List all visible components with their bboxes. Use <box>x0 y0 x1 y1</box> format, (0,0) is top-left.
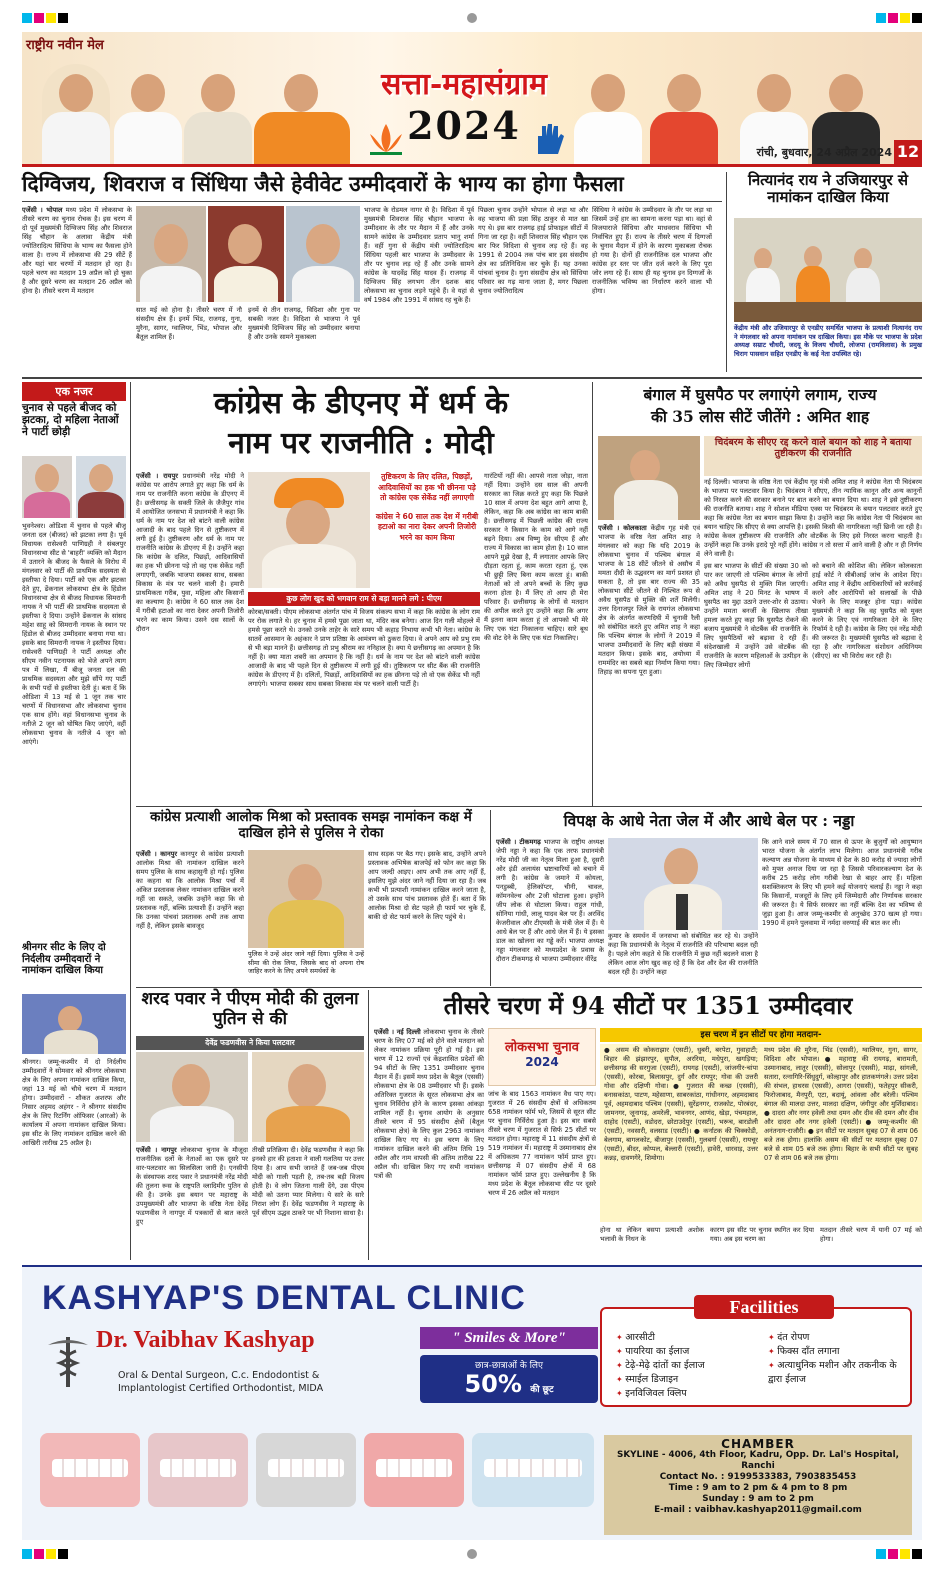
facility-item: ✦ दंत रोपण <box>768 1331 908 1345</box>
divider <box>136 806 922 807</box>
facility-item: ✦ इनविजिवल क्लिप <box>616 1387 705 1401</box>
pawar-headline: शरद पवार ने पीएम मोदी की तुलना पुतिन से की <box>141 989 359 1029</box>
leader-photo <box>184 64 252 164</box>
shah-subhead-box <box>704 436 922 476</box>
facility-item: ✦ फिक्स दाँत लगाना <box>768 1345 908 1359</box>
facility-item: ✦ पायरिया का ईलाज <box>616 1345 705 1359</box>
lead-column: सात मई को होना है। तीसरे चरण में नौ संसदीय क्षेत्र हैं। इनमें भिंड, राजगढ़, गुना, मुरैना, सागर, ग्वालियर, भिंड, भोपाल और बैतूल शामिल हैं। <box>136 306 242 341</box>
teeth-photo <box>364 1433 464 1507</box>
ek-nazar-label: एक नजर <box>22 382 126 401</box>
divider <box>490 810 491 986</box>
nityanand-caption: केंद्रीय मंत्री और उजियारपुर से एनडीए समर्थित भाजपा के प्रत्याशी नित्यानंद राय ने मंगलवार को अपना नामांकन पत्र दाखिल किया। इस मौके पर भाजपा के प्रदेश अध्यक्ष सम्राट चौधरी, जदयू के विजय चौधरी, लोजपा (रामविलास) के प्रमुख चिराग पासवान सहित एनडीए के कई नेता उपस्थित रहे। <box>734 324 922 358</box>
lead-headline: दिग्विजय, शिवराज व सिंधिया जैसे हेवीवेट उम्मीदवारों के भाग्य का होगा फैसला <box>22 171 624 196</box>
phase3-headline: तीसरे चरण में 94 सीटों पर 1351 उम्मीदवार <box>443 991 853 1020</box>
dateline: रांची, बुधवार, 24 अप्रैल 2024 <box>756 146 892 159</box>
leader-photo <box>22 456 72 518</box>
srinagar-story: श्रीनगर। जम्मू-कश्मीर में दो निर्दलीय उम्मीदवारों ने सोमवार को श्रीनगर लोकसभा क्षेत्र के लिए अपना नामांकन दाखिल किया, जहां 13 मई को चौथे चरण में मतदान होगा। उम्मीदवारों - शौकत अशरफ और निसार अहमद अहंगर - ने श्रीनगर संसदीय क्षेत्र के लिए रिटर्निंग ऑफिसर (आरओ) के कार्यालय में अपना नामांकन दाखिल किया। इस सीट के लिए नामांकन दाखिल करने की आखिरी तारीख 25 अप्रैल है। <box>22 1058 126 1147</box>
facilities-title: Facilities <box>694 1295 834 1319</box>
discount-offer: छात्र-छात्राओं के लिए 50% की छूट <box>420 1355 598 1403</box>
nomination-photo <box>734 218 922 322</box>
leader-photo <box>76 456 126 518</box>
nadda-column: एजेंसी । टीकमगढ़ भाजपा के राष्ट्रीय अध्यक्ष जेपी नड्डा ने कहा कि एक तरफ प्रधानमंत्री नरेंद्र मोदी जी का नेतृत्व मिला हुआ है, दूसरी ओर इंडी अलायंस भ्रष्टाचारियों को बचाने में लगी है। कांग्रेस के जमाने में कोयला, पनडुब्बी, हेलिकॉप्टर, चीनी, चावल, कॉमनवेल्थ और 2जी घोटाला हुआ। इन्होंने जीप लोक से घोटाला किया। राहुल गांधी, सोनिया गांधी, लालू यादव बेल पर हैं। अरविंद केजरीवाल और टीएमसी के मंत्री जेल में हैं। ये आधे बेल पर हैं और आधे जेल में हैं। ये इसका डाल का खोलना का गड्ढे करें। भाजपा अध्यक्ष नड्डा मंगलवार को मध्यप्रदेश के प्रवास के दौरान टीकमगढ़ से भाजपा उम्मीदवार वीरेंद्र <box>496 838 604 963</box>
print-color-strip-bottom <box>22 1548 922 1560</box>
clinic-name: KASHYAP'S DENTAL CLINIC <box>42 1279 526 1317</box>
pawar-column: एजेंसी । नागपुर लोकसभा चुनाव के मौजूदा राजनीतिक दलों के नेताओं का एक दूसरे पर वार-पलटवार का सिलसिला जारी है। एनसीपी के संस्थापक शरद पवार ने प्रधानमंत्री नरेंद्र मोदी की तुलना रूस के राष्ट्रपति व्लादिमीर पुतिन से की है। उनके इस बयान पर महाराष्ट्र के उपमुख्यमंत्री और भाजपा के वरिष्ठ नेता देवेंद्र फडणवीस ने नागपुर में पत्रकारों से बात करते हुए <box>136 1146 248 1226</box>
alok-headline: कांग्रेस प्रत्याशी आलोक मिश्रा को प्रस्तावक समझ नामांकन कक्ष में दाखिल होने से पुलिस ने रोका <box>150 809 472 841</box>
chamber-info: CHAMBER SKYLINE - 4006, 4th Floor, Kadru, Opp. Dr. Lal's Hospital, Ranchi Contact No. : 9199533383, 7903835453 Time : 9 am to 2 pm & 4 pm to 8 pm Sunday : 9 am to 2 pm E-mail : vaibhav.kashyap2011@gmail.com <box>604 1435 912 1535</box>
nadda-column: कुमार के समर्थन में जनसभा को संबोधित कर रहे थे। उन्होंने कहा कि प्रधानमंत्री के नेतृत्व में राजनीति की परिभाषा बदल रही है। पहले लोग कहते थे कि राजनीति में कुछ नहीं बदलने वाला है लेकिन आज लोग खुद कह रहे हैं कि देश और देश की राजनीति बदल रही है। उन्होंने कहा <box>608 932 758 976</box>
chidambaram-story: नई दिल्ली। भाजपा के वरिष्ठ नेता एवं केंद्रीय गृह मंत्री अमित शाह ने कांग्रेस नेता पी चिदंबरम के भाजपा पर पलटवार किया है। चिदंबरम ने सीएए, तीन न्यायिक कानून और अन्य कानूनों को निरस्त करने की सरकार बनाने पर बात करने का बयान दिया था। शाह ने इसे तुष्टीकरण की राजनीति बताया। शाह ने सोशल मीडिया एक्स पर चिदंबरम के बयान पलटवार करते हुए कहा कि कांग्रेस नेता का बयान साझा किया है। उन्होंने कहा कि कांग्रेस नेता पी चिदंबरम का बयान चाहिए कि सीएए से क्या आपत्ति है। इसकी किसी की नागरिकता नहीं छिनी जा रही है। कांग्रेस केवल तुष्टीकरण की राजनीति और वोटबैंक के लिए इसे निरस्त करना चाहती है। उन्होंने कहा कि उनके इरादे पूरे नहीं होंगे। कांग्रेस न तो सत्ता में आने वाली है और न ही निर्णय लेने वाली है। <box>704 478 922 558</box>
pawar-subheadline: देवेंद्र फडणवीस ने किया पलटवार <box>136 1036 364 1050</box>
tagline: " Smiles & More" <box>420 1327 598 1349</box>
dental-clinic-ad <box>22 1265 922 1540</box>
divider <box>22 377 922 379</box>
seat-list: ● असम की कोकराझार (एसटी), धुबरी, बरपेटा, गुवाहाटी; बिहार की झंझारपुर, सुपौल, अररिया, मधेपुरा, खगड़िया; छत्तीसगढ़ की सरगुजा (एसटी), रायगढ़ (एसटी), जांजगीर-चांपा (एससी), कोरबा, बिलासपुर, दुर्ग और रायपुर; गोवा की उत्तरी गोवा और दक्षिणी गोवा। ● गुजरात की कच्छ (एससी), बनासकांठा, पाटण, महेसाणा, साबरकांठा, गांधीनगर, अहमदाबाद पूर्व, अहमदाबाद पश्चिम (एससी), सुरेंद्रनगर, राजकोट, पोरबंदर, जामनगर, जूनागढ़, अमरेली, भावनगर, आणंद, खेड़ा, पंचमहाल, दाहोद (एसटी), वडोदरा, छोटाउदेपुर (एसटी), भरूच, बारडोली (एसटी), नवसारी, वलसाड (एसटी)। ● कर्नाटक की चिक्कोडी, बेलगाम, बागलकोट, बीजापुर (एससी), गुलबर्गा (एससी), रायचूर (एसटी), बीदर, कोप्पल, बेल्लारी (एसटी), हावेरी, धारवाड़, उत्तर कन्नड़, दावणगेरे, शिमोगा। <box>604 1046 758 1162</box>
phase3-column: होना था लेकिन बसपा प्रत्याशी अशोक भलावी के निधन के <box>600 1226 704 1243</box>
shah-headline: बंगाल में घुसपैठ पर लगाएंगे लगाम, राज्य की 35 लोस सीटें जीतेंगे : अमित शाह <box>643 385 877 426</box>
print-color-strip-top <box>22 12 922 24</box>
caduceus-icon <box>38 1331 98 1391</box>
nadda-photo <box>608 838 758 930</box>
shah-column: एजेंसी । कोलकाता केंद्रीय गृह मंत्री एवं भाजपा के वरिष्ठ नेता अमित शाह ने मंगलवार को कहा कि यदि 2019 के लोकसभा चुनाव में पश्चिम बंगाल में भाजपा के 18 सीटें जीतने से असौच में ममता दीदी के उद्धवरण का मार्ग प्रशस्त हो सकता है, तो इस बार राज्य की 35 लोकसभा सीटें जीतने से निश्चित रूप से अवैध घुसपैठ से मुक्ति की शर्तें मिलेंगी। उत्तर दिनाजपुर जिले के रायगंज लोकसभा क्षेत्र के अंतर्गत करणदिघी में चुनावी रैली को संबोधित करते हुए अमित शाह ने कहा कि पश्चिम बंगाल के लोगों ने 2019 में भाजपा उम्मीदवारों के लिए बड़ी संख्या में मतदान किया। इसके बाद, अयोध्या में राममंदिर का सबसे बड़ा निर्माण किया गया। तिहाड़ का सपना पूरा हुआ। <box>598 524 700 676</box>
nityanand-headline: नित्यानंद राय ने उजियारपुर से नामांकन दाखिल किया <box>747 171 909 207</box>
lotus-icon <box>366 120 406 156</box>
pawar-column: तीखी प्रतिक्रिया दी। देवेंद्र फडणवीस ने कहा कि इनको हार की हताशा ने वाली गलतिया पर उत्तर दिया है। आप सभी जानते हैं जब-जब पीएम मोदी को गाली पड़ती है, तब-तब बड़ी विजय होती है। वे लोग जितना गाली देंगे, उस पीएम मोदी को उतना प्यार मिलेगा। ये सारे के सारे निराश लोग हैं। देवेंद्र फडणवीस ने महाराष्ट्र के पूर्व सीएम उद्धव ठाकरे पर भी निशाना साधा है। <box>252 1146 364 1217</box>
alok-caption: पुलिस ने उन्हें अंदर जाने नहीं दिया। पुलिस ने उन्हें सीमा की रोक लिया, जिसके बाद वो अपना रोष जाहिर करने के लिए अपने समर्थकों के <box>248 950 364 975</box>
title-art-line2: 2024 <box>407 103 521 148</box>
bjd-story: भुवनेश्वर। ओडिशा में चुनाव से पहले बीजू जनता दल (बीजद) को झटका लगा है। पूर्व विधायक रासेश्वरी पाणिग्रही ने संबलपुर विधानसभा सीट से 'बाहरी' व्यक्ति को मैदान में उतारने के बीजद के फैसले के विरोध में मंगलवार को पार्टी की प्राथमिक सदस्यता से इस्तीफा दे दिया। पार्टी को एक और झटका देते हुए, ढेंकनाल लोकसभा क्षेत्र के हिंडोल विधानसभा क्षेत्र से बीजद विधायक सिमरानी नायक ने भी पार्टी की प्राथमिक सदस्यता से इस्तीफा दे दिया। उन्होंने ढेंकनाल के सांसद महेश साहू को सिमरानी नायक के स्थान पर हिंडोल से बीजद उम्मीदवार बनाया गया था। इसके बाद सिमरानी नायक ने इस्तीफा दिया। रासेश्वरी पाणिग्रही ने पार्टी अध्यक्ष और सीएम नवीन पटनायक को भेजे अपने त्याग पत्र में लिखा, मैं बीजू जनता दल की प्राथमिक सदस्यता और मुझे सौंपे गए पार्टी के सभी पदों से इस्तीफा देती हूं। बता दें कि ओडिशा में 13 मई से 1 जून तक चार चरणों में विधानसभा और लोकसभा चुनाव एक साथ होंगे। वहां विधानसभा चुनाव के नतीजे 2 जून को घोषित किए जाएंगे, वहीं लोकसभा चुनाव के नतीजे 4 जून को आएंगे। <box>22 522 126 746</box>
lead-column: सिंधिया ने कांग्रेस के उम्मीदवार के तौर पर लड़ा था जिसमें उन्हें हार का सामना करना पड़ा था। वहां से विजयाराजे सिंधिया और माधवराव सिंधिया भी निर्वाचित हुए हैं। राज्य के तीसरे चरण में दिग्गजों के चुनाव मैदान में होने के कारण मुकाबला रोचक हो गया है। दोनों ही राजनीतिक दल भाजपा और कांग्रेस हर स्तर पर जीत दर्ज करने के लिए पूरा जोर लगा रहे हैं। साथ ही यह चुनाव इन दिग्गजों के राजनीतिक भविष्य का निर्धारण करने वाला भी होगा। <box>592 206 712 295</box>
facilities-box <box>600 1307 912 1407</box>
divider <box>592 382 593 806</box>
newspaper-page <box>22 32 922 1540</box>
leader-photo <box>254 64 350 164</box>
modi-headline: कांग्रेस के डीएनए में धर्म के नाम पर राजनीति : मोदी <box>213 386 509 461</box>
seat-list-banner: इस चरण में इन सीटों पर होगा मतदान- <box>600 1028 922 1042</box>
lead-column: एजेंसी । भोपाल मध्य प्रदेश में लोकसभा के तीसरे चरण का चुनाव रोचक है। इस चरण में दो पूर्व मुख्यमंत्री दिग्विजय सिंह और शिवराज सिंह चौहान के अलावा केंद्रीय मंत्री ज्योतिरादित्य सिंधिया के भाग्य का फैसला होने वाला है। राज्य में लोकसभा की 29 सीटें हैं और यहां चार चरणों में मतदान हो रहा है। पहले चरण का मतदान 19 अप्रैल को हो चुका है और दूसरे चरण का मतदान 26 अप्रैल को होना है। तीसरे चरण में मतदान <box>22 206 132 295</box>
divider <box>136 987 922 988</box>
phase3-column: एजेंसी । नई दिल्ली लोकसभा चुनाव के तीसरे चरण के लिए 07 मई को होने वाले मतदान को लेकर नामांकन प्रक्रिया पूरी हो गई है। इस चरण में 12 राज्यों एवं केंद्रशासित प्रदेशों की 94 सीटों के लिए 1351 उम्मीदवार चुनाव मैदान में हैं। इसमें मध्य प्रदेश के बैतूल (एससी) लोकसभा क्षेत्र के 08 उम्मीदवार भी हैं। इसके अतिरिक्त गुजरात के सूरत लोकसभा क्षेत्र का चुनाव निर्विरोध होने के कारण इसका आंकड़ा शामिल नहीं है। चुनाव आयोग के अनुसार तीसरे चरण में 95 संसदीय क्षेत्रों (बैतूल लोकसभा क्षेत्र) के लिए कुल 2963 नामांकन दाखिल किए गए थे। इस चरण के लिए नामांकन दाखिल करने की अंतिम तिथि 19 अप्रैल और नाम वापसी की अंतिम तारीख 22 अप्रैल थी। दाखिल किए गए सभी नामांकन पत्रों की <box>374 1028 484 1180</box>
pawar-photo <box>136 1052 248 1142</box>
alok-photo <box>248 850 364 948</box>
election-title-art <box>360 62 568 162</box>
hand-icon <box>528 120 568 156</box>
masthead-banner <box>22 32 922 167</box>
seat-list: मध्य प्रदेश की मुरैना, भिंड (एससी), ग्वालियर, गुना, सागर, विदिशा और भोपाल। ● महाराष्ट्र की रायगढ़, बारामती, उस्मानाबाद, लातूर (एससी), सोलापुर (एससी), माढ़ा, सांगली, सतारा, रत्नागिरि-सिंधुदुर्ग, कोल्हापुर और हातकणंगले। उत्तर प्रदेश की संभल, हाथरस (एससी), आगरा (एससी), फतेहपुर सीकरी, फिरोजाबाद, मैनपुरी, एटा, बदायूं, आंवला और बरेली। पश्चिम बंगाल की मालदा उत्तर, मालदा दक्षिण, जंगीपुर और मुर्शिदाबाद। ● दादरा और नगर हवेली तथा दमन और दीव की दमन और दीव और दादरा और नगर हवेली (एसटी)। ● जम्मू-कश्मीर की अनंतनाग-राजौरी। ● इन सीटों पर मतदान सुबह 07 से शाम 06 बजे तक होगा। हालांकि असम की सीटों पर मतदान सुबह 07 बजे से शाम 05 बजे तक होगा। बिहार के सभी सीटों पर सुबह 07 से शाम 06 बजे तक होगा। <box>764 1046 918 1162</box>
alok-column: साथ सड़क पर बैठ गए। इसके बाद, उन्होंने अपने प्रस्तावक अभिषेक बाजपेई को फोन कर कहा कि आप जल्दी आइए। आप अभी तक आए नहीं हैं, इसलिए मुझे अंदर जाने नहीं दिया जा रहा है। जब कभी भी प्रत्याशी नामांकन दाखिल करने जाता है, तो उसके साथ पांच प्रस्तावक होते हैं। बता दें कि आलोक मिश्रा दो सेट पहले ही फार्म भर चुके हैं, बाकी दो सेट फार्म करने के लिए पहुंचे थे। <box>368 850 486 921</box>
srinagar-photo <box>22 994 126 1054</box>
scindia-photo <box>208 206 284 302</box>
leader-photo <box>114 64 182 164</box>
lead-column: इनमें से तीन राजगढ़, विदिशा और गुना पर सबकी नजर है। विदिशा से भाजपा ने पूर्व मुख्यमंत्री दिग्विजय सिंह को उम्मीदवार बनाया है और उनके सामने मुकाबला <box>248 306 360 341</box>
facility-item: ✦ आरसीटी <box>616 1331 705 1345</box>
shah-column: को बचाने की कोशिश की। लेकिन कोलकाता हाई कोर्ट ने सीबीआई जांच के आदेश दिए। अमित शाह ने केंद्रीय आधिकारियों को कार्रवाई करने और आरोपियों को सलाखों के पीछे भेजने के लिए मजबूर होना पड़ा। कांग्रेस मुख्यमंत्री ने कहा कि वह घुसपैठ को मुक्त करने के लिए एवं नागरिकता देने के लिए रिफॉर्म दे रही है। कांग्रेस के लिए एवं नरेंद्र मोदी की जरूरत है। मुख्यमंत्री घुसपैठ को बढ़ावा दे रहा है और नागरिकता संशोधन अधिनियम (सीएए) का भी विरोध कर रही है। <box>812 562 922 660</box>
page-number: 12 <box>894 140 922 164</box>
nadda-column: कि आने वाले समय में 70 साल से ऊपर के बुजुर्गों को आयुष्मान भारत योजना के अंतर्गत लाभ मिलेगा। आज प्रधानमंत्री गरीब कल्याण अन्न योजना के माध्यम से देश के 80 करोड़ से ज्यादा लोगों को मुफ्त अनाज दिया जा रहा है जिससे परिवारकल्याण देश के करीब 25 करोड़ लोग गरीबी रेखा से बाहर आए हैं। महिला सशक्तिकरण के लिए भी हमने कई योजनाएं चलाई हैं। नड्डा ने कहा कि किसानों, मजदूरों के लिए हमें जिम्मेदारी और निर्णायक सरकार की जरूरत है। ये सिर्फ सरकार का नहीं बल्कि देश का भविष्य से जुड़ा हुआ है। आज जम्मू-कश्मीर से अनुच्छेद 370 खत्म हो गया। 1990 में हमने पुलवामा में नर्मदा वरुणाई की बात कर ली। <box>762 838 922 927</box>
teeth-photo <box>148 1433 248 1507</box>
facility-item: ✦ स्माईल डिजाइन <box>616 1373 705 1387</box>
divider <box>726 172 727 372</box>
doctor-qualification: Oral & Dental Surgeon, C.c. Endodontist & Implantologist Certified Orthodontist, MIDA <box>118 1370 324 1394</box>
modi-photo <box>248 472 370 588</box>
phase3-column: जांच के बाद 1563 नामांकन वैध पाए गए। गुजरात में 26 संसदीय क्षेत्रों से अधिकतम 658 नामांकन फॉर्म भरे, जिसमें से सूरत सीट पर चुनाव निर्विरोध हुआ है। इस बार सबसे तीसरे चरण में गुजरात से सिर्फ 25 सीटों पर मतदान होगा। महाराष्ट्र में 11 संसदीय क्षेत्रों से 519 नामांकन में। महाराष्ट्र में उस्मानाबाद क्षेत्र में अधिकतम 77 नामांकन फॉर्म प्राप्त हुए। छत्तीसगढ़ में 07 संसदीय क्षेत्रों में 68 नामांकन फॉर्म प्राप्त हुए। उल्लेखनीय है कि मध्य प्रदेश के बैतूल लोकसभा सीट पर दूसरे चरण में 26 अप्रैल को मतदान <box>488 1090 596 1197</box>
divider <box>368 990 369 1260</box>
fadnavis-photo <box>252 1052 364 1142</box>
lead-column: पिछला चुनाव उन्होंने भोपाल से लड़ा था और वह भाजपा की प्रज्ञा सिंह ठाकुर से मात खा गए थे। इस बार राजगढ़ हाई प्रोफाइल सीटों में गिना जा रहा है। वहीं शिवराज सिंह चौहान एक बार फिर विदिशा से चुनाव लड़ रहे हैं। वह 1991 से 2004 तक पांच बार इस संसदीय क्षेत्र का प्रतिनिधित्व कर चुके हैं। यह उनका पांचवां चुनाव है। गुना संसदीय क्षेत्र को सिंधिया परिवार का गढ़ माना जाता है, मगर पिछला चुनाव ज्योतिरादित्य <box>478 206 588 295</box>
divider <box>22 201 722 202</box>
modi-subheadline: कुछ लोग खुद को भगवान राम से बड़ा मानने लगे : पीएम <box>248 592 480 606</box>
digvijay-photo <box>136 206 206 302</box>
leader-photo <box>42 64 110 164</box>
shivraj-photo <box>286 206 360 302</box>
facilities-list-right <box>768 1331 908 1387</box>
shah-column: इस बार भाजपा के सीटों की संख्या 30 को पार कर जाएगी तो पश्चिम बंगाल के लोगों को अवैध घुसपैठ से मुक्ति मिल जाएगी। अमित शाह ने 20 मिनट के भाषण में घुसपैठ का मुद्दा उठाने उत्तर-शोर से उठाया। उन्होंने ममता बनर्जी के खिलाफ तीखा हमला करते हुए कहा कि घुसपैठ रोकने की बजाय मुख्यमंत्री ने वोटबैंक की राजनीति के लिए घुसपैठियों को बढ़ावा दे रही हैं। संदेशखाली में उन्होंने उसे वोटबैंक की राजनीति के कारण महिलाओं के उत्पीड़न के लिए जिम्मेदार लोगों <box>704 562 808 669</box>
modi-column: गारंटियों नहीं की। आपसे नाता जोड़ा, नाता नहीं दिया। उन्होंने दस साल की अपनी सरकार का जिक्र करते हुए कहा कि पिछले 10 साल में अपना देश बहुत आगे आया है, लेकिन, कहा कि अब कांग्रेस का काम बाकी है। छत्तीसगढ़ में पिछली कांग्रेस की राज्य सरकार ने किसान के काम को आगे नहीं बढ़ने दिया। अब विष्णु देव सीएम हैं और राज्य में विकास का काम होता है। 10 साल आपने मुझे देखा है, मैं लगातार आपके लिए दौड़ता रहता हूं, काम करता रहता हूं, एक भी छुट्टी लिए बिना काम करता हूं। बाकी नेताओं को तो अपने बच्चों के लिए कुछ करना होता है। मैं लिए तो आप ही मेरा परिवार हैं। छत्तीसगढ़ के लोगों से मतदान की अपील करते हुए उन्होंने कहा कि अगर मैं इतना काम करता हूं तो आपको भी मेरे लिए एक घंटा निकालना चाहिए। सारे बूथ की वोट देने के लिए एक घंटा निकालिए। <box>484 472 588 642</box>
phase3-column: कारण इस सीट पर चुनाव स्थगित कर दिया गया। अब इस चरण का <box>710 1226 814 1243</box>
doctor-name: Dr. Vaibhav Kashyap <box>96 1327 315 1353</box>
lead-column: भाजपा के रोडमल नागर से है। विदिशा में पूर्व मुख्यमंत्री शिवराज सिंह चौहान भाजपा के उम्मीदवार के तौर पर मैदान में हैं और उनके सामने कांग्रेस के उम्मीदवार प्रताप भानु शर्मा हैं। वहीं गुना से केंद्रीय मंत्री ज्योतिरादित्य सिंधिया पहली बार भाजपा के उम्मीदवार के तौर पर चुनाव लड़ रहे हैं और उनके सामने कांग्रेस के यादवेंद्र सिंह यादव हैं। राजगढ़ में दिग्विजय सिंह लगभग तीन दशक बाद लोकसभा का चुनाव लड़ने पहुंचे हैं। वे यहां से वर्ष 1984 और 1991 में सांसद रह चुके हैं। <box>364 206 474 304</box>
bjd-headline: चुनाव से पहले बीजद को झटका, दो महिला नेताओं ने पार्टी छोड़ी <box>22 402 119 439</box>
teeth-photo <box>256 1433 356 1507</box>
modi-column: एजेंसी । रायपुर प्रधानमंत्री नरेंद्र मोदी ने कांग्रेस पर आरोप लगाते हुए कहा कि धर्म के नाम पर राजनीति करना कांग्रेस के डीएनए में है। छत्तीसगढ़ के सक्ती जिले के जैजैपुर गांव में आयोजित जनसभा में प्रधानमंत्री ने कहा कि धर्म के नाम पर देश को बांटने वाली कांग्रेस आजादी के बाद पहले दिन से तुष्टीकरण में लगी हुई है। तुष्टीकरण और धर्म के नाम पर राजनीति कांग्रेस के डीएनए में है। उन्होंने कहा कि कांग्रेस के दलित, पिछड़ों, आदिवासियों का हक भी छीनना पड़े तो वह एक सेकेंड नहीं लगाएगी, जबकि भाजपा सबका साथ, सबका विकास के मंत्र पर चलने वाली है। हमारी प्राथमिकता गरीब, युवा, महिला और किसानों का कल्याण है। कांग्रेस ने 60 साल तक देश में गरीबी हटाओ का नारा देकर अपनी तिजोरी भरने का काम किया। उसने दस सालों के दौरान <box>136 472 244 633</box>
leader-photo <box>650 64 718 164</box>
paper-name: राष्ट्रीय नवीन मेल <box>26 38 104 53</box>
shah-photo <box>598 436 700 520</box>
facility-item: ✦ अत्याधुनिक मशीन और तकनीक के द्वारा ईलाज <box>768 1359 908 1387</box>
teeth-photo <box>40 1433 140 1507</box>
facilities-list-left <box>616 1331 705 1401</box>
divider <box>130 382 131 1260</box>
modi-quote-box: तुष्टिकरण के लिए दलित, पिछड़ों, आदिवासियों का हक भी छीनना पड़े तो कांग्रेस एक सेकेंड नहीं लगाएगी कांग्रेस ने 60 साल तक देश में गरीबी हटाओ का नारा देकर अपनी तिजोरी भरने का काम किया <box>375 472 479 542</box>
srinagar-headline: श्रीनगर सीट के लिए दो निर्दलीय उम्मीदवारों ने नामांकन दाखिल किया <box>22 942 106 976</box>
phase3-column: मतदान तीसरे चरण में यानी 07 मई को होगा। <box>820 1226 922 1243</box>
nadda-headline: विपक्ष के आधे नेता जेल में और आधे बेल पर : नड्डा <box>563 811 855 830</box>
modi-korba-story: कोरबा/सक्ती। पीएम लोकसभा अंतर्गत पांच में विजय संकल्प सभा में कहा कि कांग्रेस के लोग राम पर रोक लगाते थे। हर चुनाव में हमसे पूछा जाता था, मंदिर कब बनेगा। आज दिन गली मोहल्ले में हमसे पूछा करते थे। उनको उनके ताहेर के सारे समय भी कहाड़ निभाया कभी भी नेता। कांग्रेस के सातवें आसमान के अहंकार ने प्राण प्रतिष्ठा के आमंत्रण को ठुकरा दिया। वे अपने आप को प्रभु राम से भी बड़ा मानने हैं। छत्तीसगढ़ तो प्रभु श्रीराम का ननिहाल है। क्या ये छत्तीसगढ़ का अपमान है कि नहीं है। क्या माता शबरी का अपमान है कि नहीं है। धर्म के नाम पर देश को बांटने वाली कांग्रेस आजादी के बाद भी पहले दिन से तुष्टीकरण में लगी हुई थी। तुष्टिकरण पर सीट बैंक की राजनीति कांग्रेस के डीएनए में है। दलितों, पिछड़ों, आदिवासियों का हक छीनना पड़े तो वो एक सेकेंड भी नहीं लगाएंगे। भाजपा सबका साथ सबका विकास मंत्र पर चलने वाली पार्टी है। <box>248 608 480 688</box>
shah-sub-headline: चिदंबरम के सीएए रद्द करने वाले बयान को शाह ने बताया तुष्टीकरण की राजनीति <box>714 437 912 459</box>
facility-item: ✦ टेढ़े-मेढ़े दांतों का ईलाज <box>616 1359 705 1373</box>
leader-photo <box>574 64 642 164</box>
lok-sabha-logo: लोकसभा चुनाव 2024 <box>488 1028 596 1086</box>
title-art-line1: सत्ता-महासंग्राम <box>381 67 547 102</box>
teeth-photo <box>472 1433 594 1507</box>
alok-column: एजेंसी । कानपुर कानपुर से कांग्रेस प्रत्याशी आलोक मिश्रा की नामांकन दाखिल करने समय पुलिस के साथ कहासुनी हो गई। पुलिस का कहना था कि आलोक मिश्रा पर्चा में अंकित प्रस्तावक लेकर नामांकन दाखिल करने नहीं जा सकते, जबकि उन्होंने कहा कि वो प्रस्तावक नहीं, बल्कि प्रत्याशी हैं। उन्होंने कहा कि उनका पांचवां प्रस्तावक अभी तक आया नहीं है, लेकिन इसके बावजूद <box>136 850 244 930</box>
